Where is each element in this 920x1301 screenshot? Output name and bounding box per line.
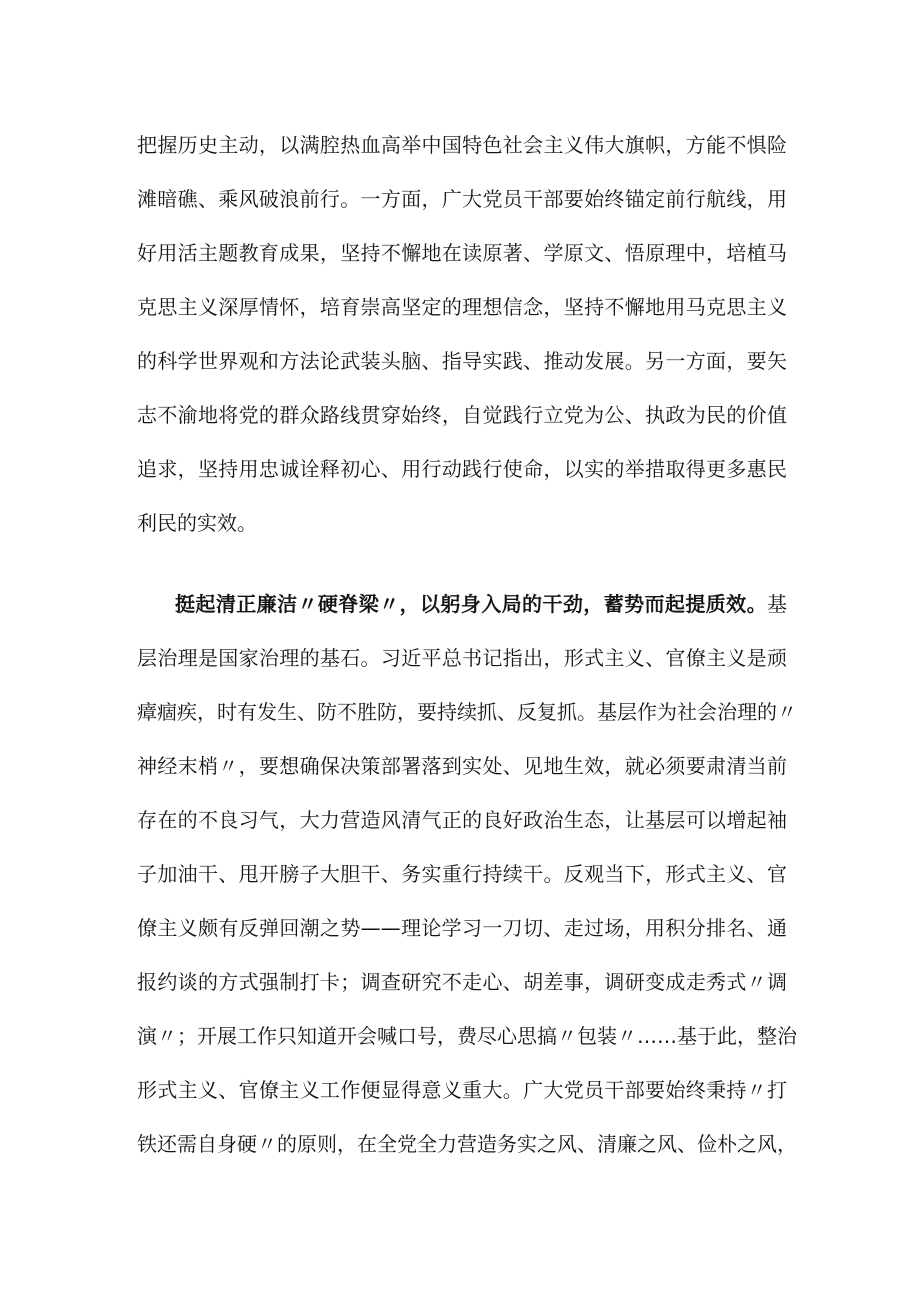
paragraph-line: 好用活主题教育成果，坚持不懈地在读原著、学原文、悟原理中，培植马 xyxy=(137,241,787,265)
paragraph-line: 演〃；开展工作只知道开会喊口号，费尽心思搞〃包装〃……基于此，整治 xyxy=(137,1024,797,1048)
paragraph-heading: 挺起清正廉洁〃硬脊梁〃，以躬身入局的干劲，蓄势而起提质效。 xyxy=(175,592,767,616)
paragraph-line: 神经末梢〃，要想确保决策部署落到实处、见地生效，就必须要肃清当前 xyxy=(137,754,787,778)
paragraph-line: 层治理是国家治理的基石。习近平总书记指出，形式主义、官僚主义是顽 xyxy=(137,646,787,670)
paragraph-line: 把握历史主动，以满腔热血高举中国特色社会主义伟大旗帜，方能不惧险 xyxy=(137,133,787,157)
paragraph-line: 志不渝地将党的群众路线贯穿始终，自觉践行立党为公、执政为民的价值 xyxy=(137,403,787,427)
paragraph-line: 追求，坚持用忠诚诠释初心、用行动践行使命，以实的举措取得更多惠民 xyxy=(137,457,787,481)
paragraph-heading-rest: 基 xyxy=(767,592,787,616)
paragraph-line: 报约谈的方式强制打卡；调查研究不走心、胡差事，调研变成走秀式〃调 xyxy=(137,970,787,994)
paragraph-line: 滩暗礁、乘风破浪前行。一方面，广大党员干部要始终锚定前行航线，用 xyxy=(137,187,787,211)
paragraph-line: 铁还需自身硬〃的原则，在全党全力营造务实之风、清廉之风、俭朴之风， xyxy=(137,1132,797,1156)
paragraph-line: 克思主义深厚情怀，培育崇高坚定的理想信念，坚持不懈地用马克思主义 xyxy=(137,295,787,319)
paragraph-line: 存在的不良习气，大力营造风清气正的良好政治生态，让基层可以增起袖 xyxy=(137,808,787,832)
paragraph-line: 形式主义、官僚主义工作便显得意义重大。广大党员干部要始终秉持〃打 xyxy=(137,1078,787,1102)
paragraph-line: 瘴痼疾，时有发生、防不胜防，要持续抓、反复抓。基层作为社会治理的〃 xyxy=(137,700,797,724)
paragraph-line: 僚主义颇有反弹回潮之势——理论学习一刀切、走过场，用积分排名、通 xyxy=(137,916,787,940)
paragraph-first-line xyxy=(175,589,787,619)
paragraph-line: 子加油干、甩开膀子大胆干、务实重行持续干。反观当下，形式主义、官 xyxy=(137,862,787,886)
paragraph-line: 的科学世界观和方法论武装头脑、指导实践、推动发展。另一方面，要矢 xyxy=(137,349,787,373)
paragraph-line: 利民的实效。 xyxy=(137,511,257,535)
